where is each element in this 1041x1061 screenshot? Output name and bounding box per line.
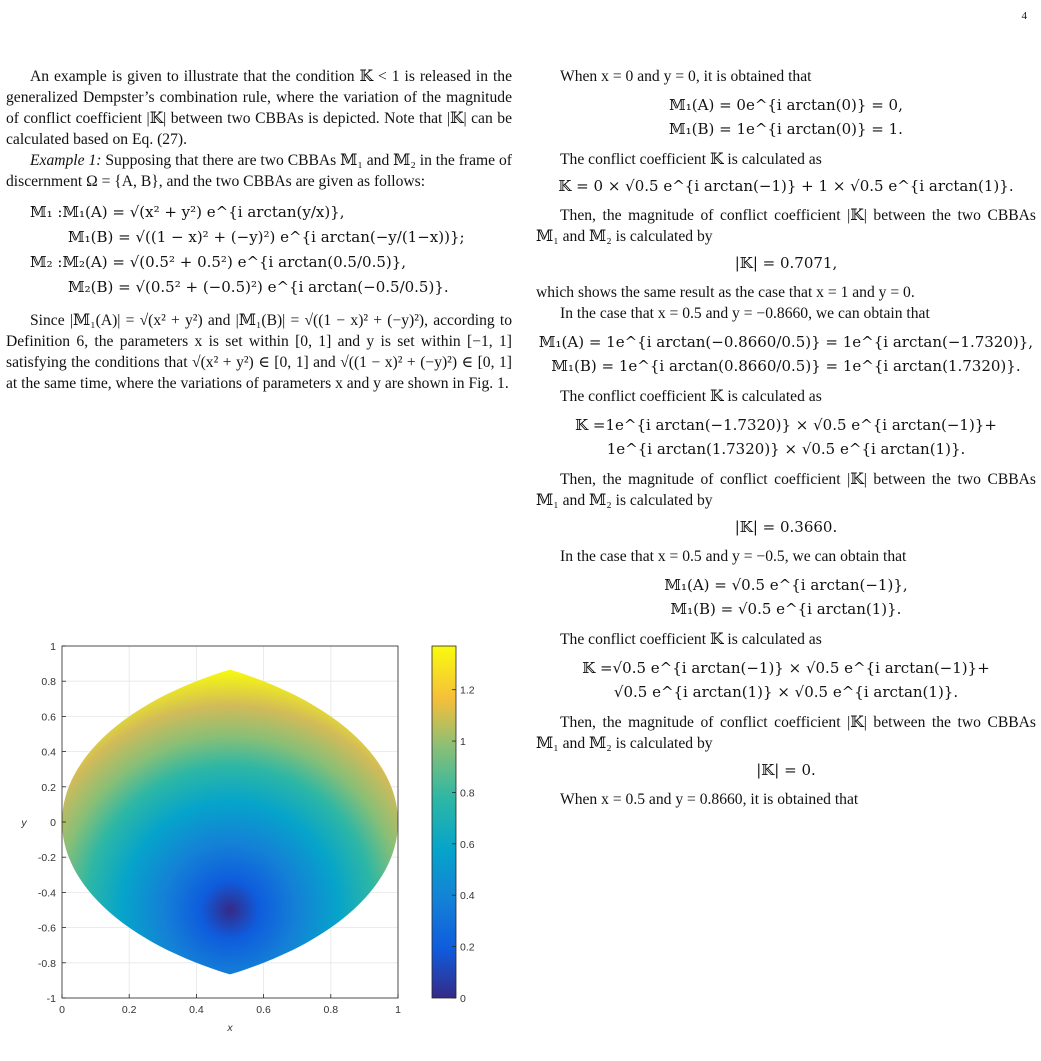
figure-1 xyxy=(8,638,488,1048)
equation-m2a: 𝕄₂ :𝕄₂(A) = √(0.5² + 0.5²) e^{i arctan(0.5/0.5)}, xyxy=(30,253,407,271)
example-label: Example 1: xyxy=(30,152,102,169)
cbba-equations xyxy=(6,200,512,300)
y-tick-label: 0.8 xyxy=(41,676,56,689)
k-calc-text-2: The conflict coefficient 𝕂 is calculated as xyxy=(560,388,822,405)
y-tick-label: -0.4 xyxy=(37,887,56,900)
magnitude-text-2: Then, the magnitude of conflict coefficient |𝕂| between the two CBBAs 𝕄₁ and 𝕄₂ is calculated by xyxy=(536,471,1036,509)
intro-paragraph: An example is given to illustrate that the condition 𝕂 < 1 is released in the generalized Dempster’s combination rule, where the variation of the magnitude of conflict coefficient |𝕂| between two CBBAs is depicted. Note that |𝕂| can be calculated based on Eq. (27). xyxy=(6,68,512,148)
since-paragraph: Since |𝕄₁(A)| = √(x² + y²) and |𝕄₁(B)| = √((1 − x)² + (−y)²), according to Definition 6, the parameters x is set within [0, 1] and y is set within [−1, 1] satisfying the conditions that √(x² + y²) ∈ [0, 1] and √((1 − x)² + (−y)²) ∈ [0, 1] at the same time, where the variations of parameters x and y are shown in Fig. 1. xyxy=(6,312,512,392)
heatmap-chart xyxy=(8,638,488,1048)
case3-result: |𝕂| = 0. xyxy=(756,761,816,779)
case2-result: |𝕂| = 0.3660. xyxy=(734,518,838,536)
x-axis-label: x xyxy=(227,1022,233,1034)
case3-k1: 𝕂 =√0.5 e^{i arctan(−1)} × √0.5 e^{i arctan(−1)}+ xyxy=(582,659,990,677)
colorbar-tick-label: 1 xyxy=(460,736,466,749)
y-tick-label: -0.2 xyxy=(37,852,56,865)
case3-intro: In the case that x = 0.5 and y = −0.5, we can obtain that xyxy=(560,548,907,565)
case2-k2: 1e^{i arctan(1.7320)} × √0.5 e^{i arctan(1)}. xyxy=(606,440,966,458)
k-calc-text-3: The conflict coefficient 𝕂 is calculated as xyxy=(560,631,822,648)
colorbar-tick-label: 0.6 xyxy=(460,838,475,851)
k-calc-text-1: The conflict coefficient 𝕂 is calculated as xyxy=(560,151,822,168)
case2-eq1: 𝕄₁(A) = 1e^{i arctan(−0.8660/0.5)} = 1e^{i arctan(−1.7320)}, xyxy=(538,333,1034,351)
y-tick-label: -0.6 xyxy=(37,922,56,935)
x-tick-label: 0.6 xyxy=(256,1004,271,1016)
case1-eq2: 𝕄₁(B) = 1e^{i arctan(0)} = 1. xyxy=(669,120,903,138)
y-tick-label: 0.4 xyxy=(41,746,56,759)
colorbar-tick-label: 0 xyxy=(460,993,466,1005)
x-tick-label: 0.2 xyxy=(121,1004,137,1016)
equation-m2b: 𝕄₂(B) = √(0.5² + (−0.5)²) e^{i arctan(−0.5/0.5)}. xyxy=(68,278,449,296)
case1-k-equation: 𝕂 = 0 × √0.5 e^{i arctan(−1)} + 1 × √0.5 e^{i arctan(1)}. xyxy=(558,177,1014,195)
colorbar-gradient xyxy=(432,646,456,998)
left-column xyxy=(6,66,512,394)
case3-k-equation xyxy=(536,656,1036,704)
x-tick-label: 0.8 xyxy=(323,1004,339,1016)
colorbar-tick-label: 0.4 xyxy=(460,890,475,903)
magnitude-text-3: Then, the magnitude of conflict coefficient |𝕂| between the two CBBAs 𝕄₁ and 𝕄₂ is calculated by xyxy=(536,714,1036,752)
case2-equations xyxy=(536,330,1036,378)
x-tick-label: 0 xyxy=(59,1004,65,1016)
colorbar-tick-label: 1.2 xyxy=(460,684,475,697)
case2-intro: In the case that x = 0.5 and y = −0.8660, we can obtain that xyxy=(560,305,930,322)
case1-note: which shows the same result as the case that x = 1 and y = 0. xyxy=(536,284,915,301)
case3-eq1: 𝕄₁(A) = √0.5 e^{i arctan(−1)}, xyxy=(664,576,908,594)
colorbar-tick-label: 0.2 xyxy=(460,941,475,954)
case1-result: |𝕂| = 0.7071, xyxy=(734,254,838,272)
case3-eq2: 𝕄₁(B) = √0.5 e^{i arctan(1)}. xyxy=(670,600,902,618)
x-tick-label: 1 xyxy=(395,1004,401,1016)
case1-eq1: 𝕄₁(A) = 0e^{i arctan(0)} = 0, xyxy=(669,96,903,114)
y-tick-label: -0.8 xyxy=(37,957,56,970)
y-tick-label: 0.6 xyxy=(41,711,56,724)
example-text: Supposing that there are two CBBAs 𝕄₁ and 𝕄₂ in the frame of discernment Ω = {A, B}, and the two CBBAs are given as follows: xyxy=(6,152,512,190)
example-paragraph xyxy=(6,150,512,192)
magnitude-text-1: Then, the magnitude of conflict coefficient |𝕂| between the two CBBAs 𝕄₁ and 𝕄₂ is calculated by xyxy=(536,207,1036,245)
y-axis-label: y xyxy=(21,817,27,829)
case1-equations xyxy=(536,93,1036,141)
right-column xyxy=(536,66,1036,810)
y-tick-label: 0.2 xyxy=(41,781,56,794)
equation-m1a: 𝕄₁ :𝕄₁(A) = √(x² + y²) e^{i arctan(y/x)}, xyxy=(30,203,345,221)
y-tick-label: 0 xyxy=(50,817,56,829)
case3-equations xyxy=(536,573,1036,621)
page-number: 4 xyxy=(1021,10,1027,22)
x-tick-label: 0.4 xyxy=(189,1004,204,1016)
case2-eq2: 𝕄₁(B) = 1e^{i arctan(0.8660/0.5)} = 1e^{i arctan(1.7320)}. xyxy=(551,357,1021,375)
y-tick-label: -1 xyxy=(46,993,56,1005)
case4-intro: When x = 0.5 and y = 0.8660, it is obtained that xyxy=(560,791,859,808)
colorbar-tick-label: 0.8 xyxy=(460,787,475,800)
case1-intro: When x = 0 and y = 0, it is obtained that xyxy=(560,68,812,85)
case3-k2: √0.5 e^{i arctan(1)} × √0.5 e^{i arctan(1)}. xyxy=(613,683,959,701)
y-tick-label: 1 xyxy=(50,641,56,653)
case2-k-equation xyxy=(536,413,1036,461)
case2-k1: 𝕂 =1e^{i arctan(−1.7320)} × √0.5 e^{i arctan(−1)}+ xyxy=(575,416,997,434)
equation-m1b: 𝕄₁(B) = √((1 − x)² + (−y)²) e^{i arctan(−y/(1−x))}; xyxy=(68,228,465,246)
